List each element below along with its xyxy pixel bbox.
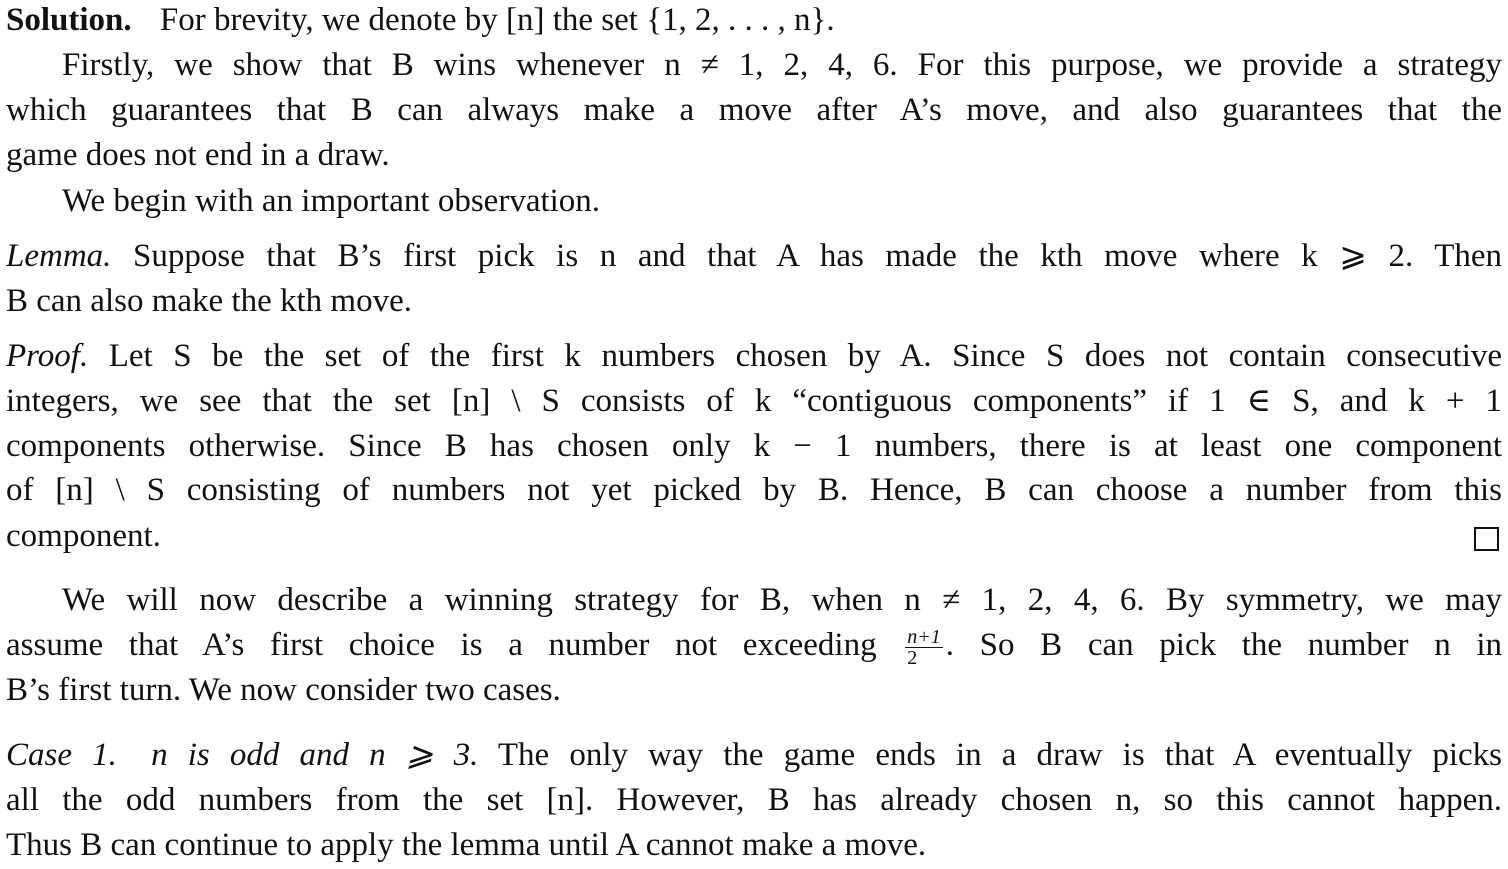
case1-line1 xyxy=(6,735,1502,779)
strategy-text-before: assume that A’s first choice is a number not exceeding xyxy=(6,627,877,663)
case1-line3: Thus B can continue to apply the lemma until A cannot make a move. xyxy=(6,827,927,863)
para1-line2: which guarantees that B can always make a move after A’s move, and also guarantees that the xyxy=(6,92,1502,128)
strategy-line1: We will now describe a winning strategy for B, when n ≠ 1, 2, 4, 6. By symmetry, we may xyxy=(62,582,1502,618)
case1-text-1: The only way the game ends in a draw is that A eventually picks xyxy=(497,737,1502,773)
qed-box-icon xyxy=(1474,527,1499,551)
proof-label: Proof. xyxy=(6,338,89,374)
lemma-label: Lemma. xyxy=(6,238,112,274)
strategy-text-after: . So B can pick the number n in xyxy=(945,627,1502,663)
lemma-line1 xyxy=(6,236,1502,280)
lemma-text-1: Suppose that B’s first pick is n and that A has made the kth move where k ⩾ 2. Then xyxy=(133,238,1502,274)
para2-line1: We begin with an important observation. xyxy=(62,183,601,219)
strategy-line2 xyxy=(6,625,1502,669)
proof-line1 xyxy=(6,336,1502,380)
fraction-n-plus-1-over-2 xyxy=(905,627,943,668)
para1-line3: game does not end in a draw. xyxy=(6,137,390,173)
fraction-denominator: 2 xyxy=(907,646,918,669)
case1-line2: all the odd numbers from the set [n]. However, B has already chosen n, so this cannot happen. xyxy=(6,782,1502,818)
proof-line2: integers, we see that the set [n] \ S consists of k “contiguous components” if 1 ∈ S, and k + 1 xyxy=(6,383,1502,419)
proof-line3: components otherwise. Since B has chosen only k − 1 numbers, there is at least one component xyxy=(6,428,1502,464)
solution-intro-text: For brevity, we denote by [n] the set {1, 2, . . . , n}. xyxy=(159,2,835,38)
solution-heading: Solution. xyxy=(6,2,132,38)
para1-line1: Firstly, we show that B wins whenever n ≠ 1, 2, 4, 6. For this purpose, we provide a strategy xyxy=(62,47,1502,83)
case1-condition: n is odd and n ⩾ 3. xyxy=(151,737,479,773)
fraction-numerator: n+1 xyxy=(907,625,941,648)
proof-line4: of [n] \ S consisting of numbers not yet picked by B. Hence, B can choose a number from this xyxy=(6,472,1502,508)
proof-line5: component. xyxy=(6,518,161,554)
lemma-line2: B can also make the kth move. xyxy=(6,283,412,319)
strategy-line3: B’s first turn. We now consider two cases. xyxy=(6,672,561,708)
case1-label: Case 1. xyxy=(6,737,117,773)
proof-text-1: Let S be the set of the first k numbers chosen by A. Since S does not contain consecutive xyxy=(108,338,1502,374)
solution-intro-line xyxy=(6,0,1502,44)
